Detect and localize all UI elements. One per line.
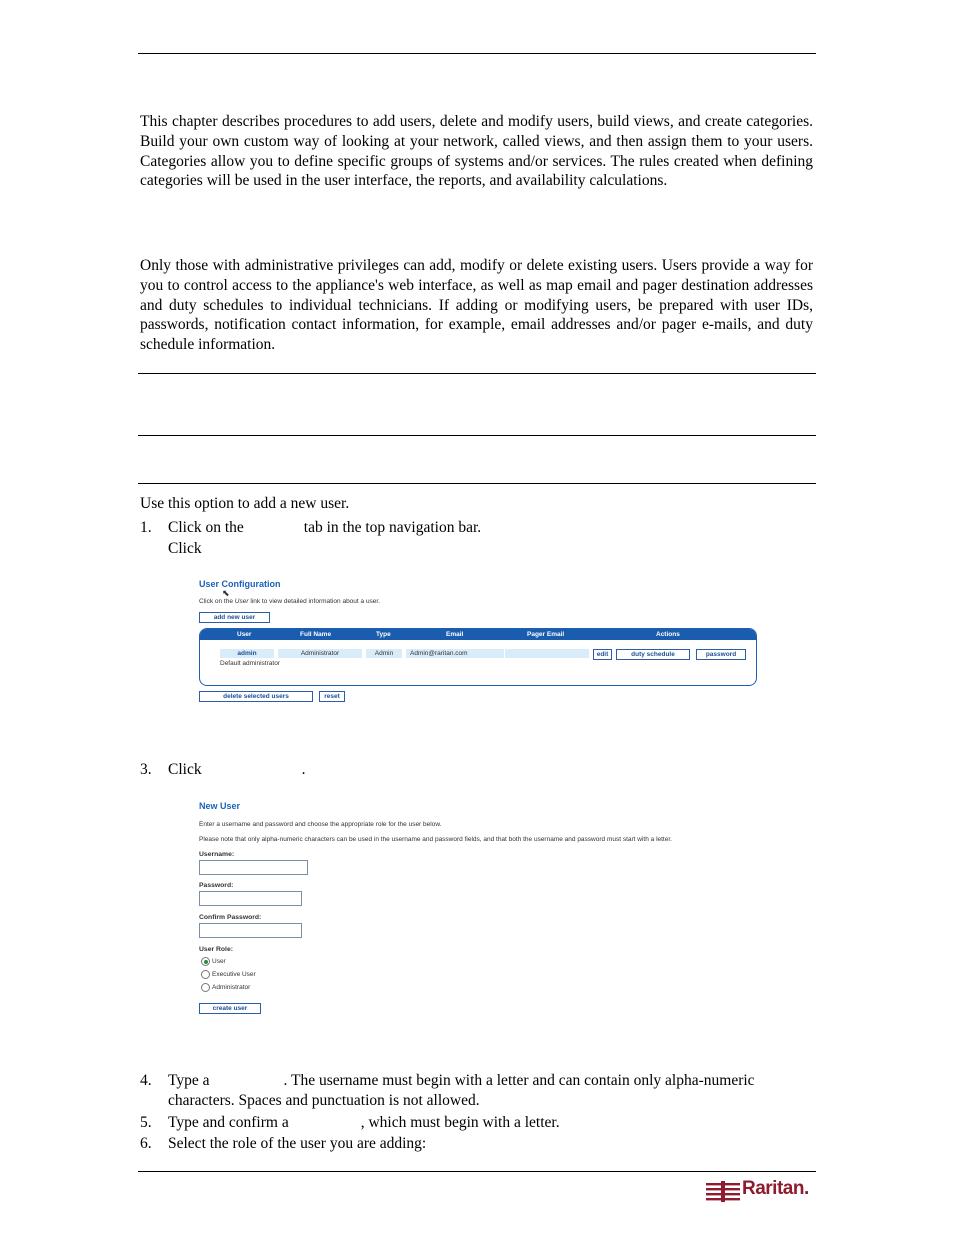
step-4-text [168,1071,814,1091]
role-user-label: User [212,958,226,965]
cell-email: Admin@raritan.com [406,649,504,658]
cell-pager-email [505,649,589,658]
step-3-text-b: . [301,761,306,778]
step-4-number: 4. [140,1072,152,1089]
step-6-number: 6. [140,1135,152,1152]
password-button[interactable]: password [696,649,746,660]
step-1-number: 1. [140,519,152,536]
role-executive-radio[interactable] [201,970,210,979]
add-user-intro: Use this option to add a new user. [140,495,350,512]
cell-user-admin[interactable]: admin [220,649,274,658]
header-rule [138,53,816,54]
create-user-button[interactable]: create user [199,1003,261,1014]
step-5-text [168,1113,814,1133]
step-5-text-a: Type and confirm a [168,1114,289,1131]
step-1-text-a: Click on the [168,519,244,536]
confirm-password-input[interactable] [199,923,302,938]
password-label: Password: [199,882,234,889]
new-user-line-1: Enter a username and password and choose the appropriate role for the user below. [199,821,442,828]
step-6-text: Select the role of the user you are adding: [168,1135,427,1152]
role-administrator-radio[interactable] [201,983,210,992]
step-5-text-b: , which must begin with a letter. [360,1114,560,1131]
step-5-number: 5. [140,1114,152,1131]
footer-rule [138,1171,816,1172]
user-role-label: User Role: [199,946,233,953]
add-new-user-button[interactable]: add new user [199,612,270,623]
col-full-name: Full Name [300,631,332,638]
users-table-header [200,629,756,640]
duty-schedule-button[interactable]: duty schedule [616,649,690,660]
intro-paragraph: This chapter describes procedures to add users, delete and modify users, build views, and create categories. Build your own custom way of looking at your network, called views, and then assign them to your users. Categories allow you to define specific groups of systems and/or services. The rules created when defining categories will be used in the user interface, the reports, and availability calculations. [140,113,813,190]
default-admin-note: Default administrator [220,660,280,667]
cell-type: Admin [366,649,402,658]
step-1-line2: Click [168,540,202,557]
col-actions: Actions [656,631,680,638]
new-user-screenshot [196,795,762,1020]
cell-full-name: Administrator [278,649,362,658]
password-input[interactable] [199,891,302,906]
step-1-text-b: tab in the top navigation bar. [303,519,482,536]
users-paragraph: Only those with administrative privileges can add, modify or delete existing users. Users provide a way for you to control access to the appliance's web interface, as well as map email and pager destination addresses and duty schedules to individual technicians. If adding or modifying users, be prepared with user IDs, passwords, notification contact information, for example, email addresses and/or pager e-mails, and duty schedule information. [140,257,813,354]
step-3-text-a: Click [168,761,202,778]
step-4-text-a: Type a [168,1072,210,1089]
role-user-radio[interactable] [201,957,210,966]
edit-button[interactable]: edit [593,649,612,660]
col-user: User [237,631,252,638]
reset-button[interactable]: reset [319,691,345,702]
users-table [199,628,757,686]
username-label: Username: [199,851,235,858]
raritan-logo-text: Raritan. [742,1178,809,1199]
new-user-title: New User [199,801,241,811]
user-configuration-screenshot [196,575,762,710]
step-3-number: 3. [140,761,152,778]
step-4-line2: characters. Spaces and punctuation is not allowed. [168,1092,480,1109]
raritan-logo-icon [706,1179,740,1203]
confirm-password-label: Confirm Password: [199,914,262,921]
new-user-line-2: Please note that only alpha-numeric characters can be used in the username and password fields, and that both the username and password must start with a letter. [199,836,672,843]
user-config-title: User Configuration [199,579,281,589]
section-rule-3 [138,483,816,484]
username-input[interactable] [199,860,308,875]
step-3-text [168,760,814,780]
col-email: Email [446,631,464,638]
section-rule-2 [138,435,816,436]
mouse-cursor-icon: ⬉ [222,588,230,598]
step-4-text-b: . The username must begin with a letter and can contain only alpha-numeric [283,1072,755,1089]
col-type: Type [376,631,391,638]
role-executive-label: Executive User [212,971,256,978]
step-1-text [168,518,814,538]
user-config-hint: Click on the User link to view detailed information about a user. [199,598,381,605]
delete-selected-users-button[interactable]: delete selected users [199,691,313,702]
raritan-logo [706,1178,814,1204]
col-pager-email: Pager Email [527,631,565,638]
role-administrator-label: Administrator [212,984,251,991]
section-rule-1 [138,373,816,374]
